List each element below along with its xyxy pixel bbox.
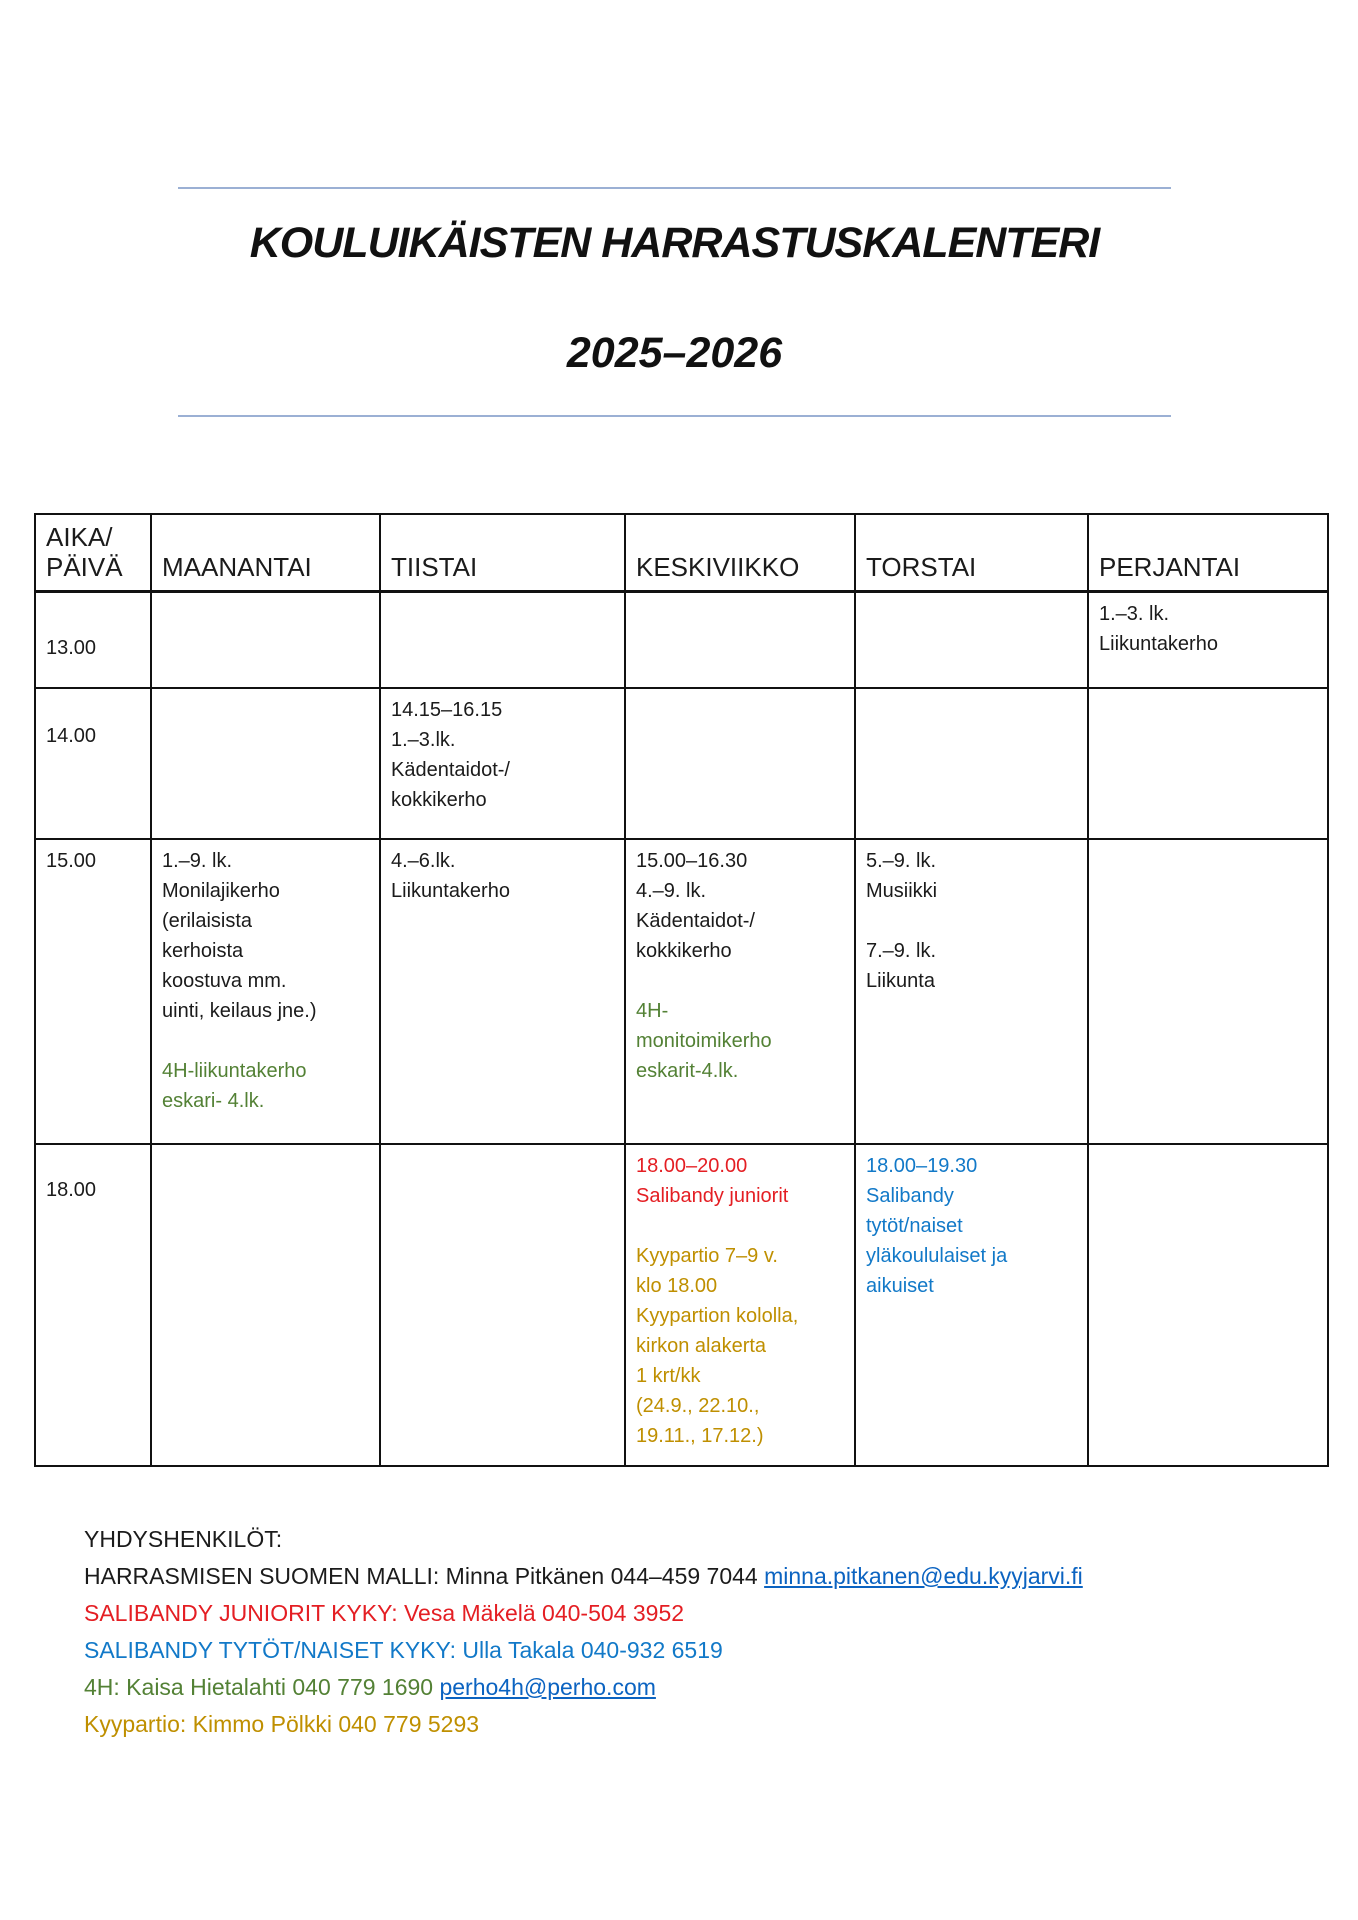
title-bottom-rule (178, 415, 1171, 417)
contact-line (84, 1669, 1083, 1706)
schedule-table (34, 513, 1329, 1467)
schedule-row (35, 839, 1328, 1144)
schedule-cell (625, 688, 855, 839)
time-label: 14.00 (35, 688, 151, 839)
schedule-cell (380, 1144, 625, 1466)
schedule-cell (625, 1144, 855, 1466)
time-label: 13.00 (35, 591, 151, 688)
schedule-cell (855, 1144, 1088, 1466)
contacts-section (84, 1521, 1083, 1743)
contact-text: HARRASMISEN SUOMEN MALLI: Minna Pitkänen 044–459 7044 (84, 1563, 765, 1589)
schedule-cell (380, 591, 625, 688)
header-maanantai: MAANANTAI (151, 514, 380, 591)
header-keskiviikko: KESKIVIIKKO (625, 514, 855, 591)
schedule-cell (1088, 1144, 1328, 1466)
contact-text: SALIBANDY TYTÖT/NAISET KYKY: Ulla Takala 040-932 6519 (84, 1637, 723, 1663)
schedule-cell (1088, 591, 1328, 688)
header-aika-paiva (35, 514, 151, 591)
cell-text-block: Kyypartio 7–9 v. klo 18.00 Kyypartion kololla, kirkon alakerta 1 krt/kk (24.9., 22.10., 19.11., 17.12.) (636, 1245, 799, 1447)
schedule-cell (1088, 839, 1328, 1144)
schedule-table-body (35, 591, 1328, 1466)
header-torstai: TORSTAI (855, 514, 1088, 591)
page-title: KOULUIKÄISTEN HARRASTUSKALENTERI (249, 219, 1100, 267)
cell-text-block: 4H-liikuntakerho eskari- 4.lk. (162, 1060, 307, 1112)
cell-text-block: 1.–9. lk. Monilajikerho (erilaisista kerhoista koostuva mm. uinti, keilaus jne.) (162, 850, 317, 1022)
cell-text-block: 7.–9. lk. Liikunta (866, 940, 937, 992)
contact-text: SALIBANDY JUNIORIT KYKY: Vesa Mäkelä 040-504 3952 (84, 1600, 685, 1626)
schedule-cell (380, 688, 625, 839)
cell-text-block: 18.00–20.00 Salibandy juniorit (636, 1155, 789, 1207)
page-subtitle: 2025–2026 (566, 329, 783, 377)
schedule-cell (855, 839, 1088, 1144)
header-tiistai: TIISTAI (380, 514, 625, 591)
contact-text: 4H: Kaisa Hietalahti 040 779 1690 (84, 1674, 440, 1700)
time-label: 15.00 (35, 839, 151, 1144)
schedule-row (35, 591, 1328, 688)
schedule-cell (151, 591, 380, 688)
cell-text-block: 4H- monitoimikerho eskarit-4.lk. (636, 1000, 772, 1082)
schedule-row (35, 1144, 1328, 1466)
schedule-header-row (35, 514, 1328, 591)
schedule-row (35, 688, 1328, 839)
time-label: 18.00 (35, 1144, 151, 1466)
header-paiva: PÄIVÄ (46, 551, 123, 582)
schedule-cell (380, 839, 625, 1144)
email-link[interactable]: perho4h@perho.com (439, 1674, 656, 1700)
contact-line (84, 1595, 1083, 1632)
contacts-heading: YHDYSHENKILÖT: (84, 1526, 283, 1552)
schedule-cell (151, 839, 380, 1144)
header-aika: AIKA/ (46, 521, 113, 552)
cell-text-block: 5.–9. lk. Musiikki (866, 850, 938, 902)
contact-text: Kyypartio: Kimmo Pölkki 040 779 5293 (84, 1711, 480, 1737)
schedule-cell (151, 1144, 380, 1466)
schedule-cell (625, 591, 855, 688)
title-top-rule (178, 187, 1171, 189)
email-link[interactable]: minna.pitkanen@edu.kyyjarvi.fi (764, 1563, 1083, 1589)
contact-line (84, 1558, 1083, 1595)
cell-text-block: 4.–6.lk. Liikuntakerho (391, 850, 510, 902)
header-perjantai: PERJANTAI (1088, 514, 1328, 591)
contact-lines (84, 1558, 1083, 1743)
cell-text-block: 1.–3. lk. Liikuntakerho (1099, 602, 1218, 655)
schedule-cell (625, 839, 855, 1144)
cell-text-block: 14.15–16.15 1.–3.lk. Kädentaidot-/ kokkikerho (391, 699, 510, 811)
contact-line (84, 1706, 1083, 1743)
schedule-cell (855, 591, 1088, 688)
schedule-cell (151, 688, 380, 839)
cell-text-block: 15.00–16.30 4.–9. lk. Kädentaidot-/ kokkikerho (636, 850, 755, 962)
schedule-cell (855, 688, 1088, 839)
contact-line (84, 1632, 1083, 1669)
cell-text-block: 18.00–19.30 Salibandy tytöt/naiset yläkoululaiset ja aikuiset (866, 1155, 1008, 1297)
schedule-cell (1088, 688, 1328, 839)
